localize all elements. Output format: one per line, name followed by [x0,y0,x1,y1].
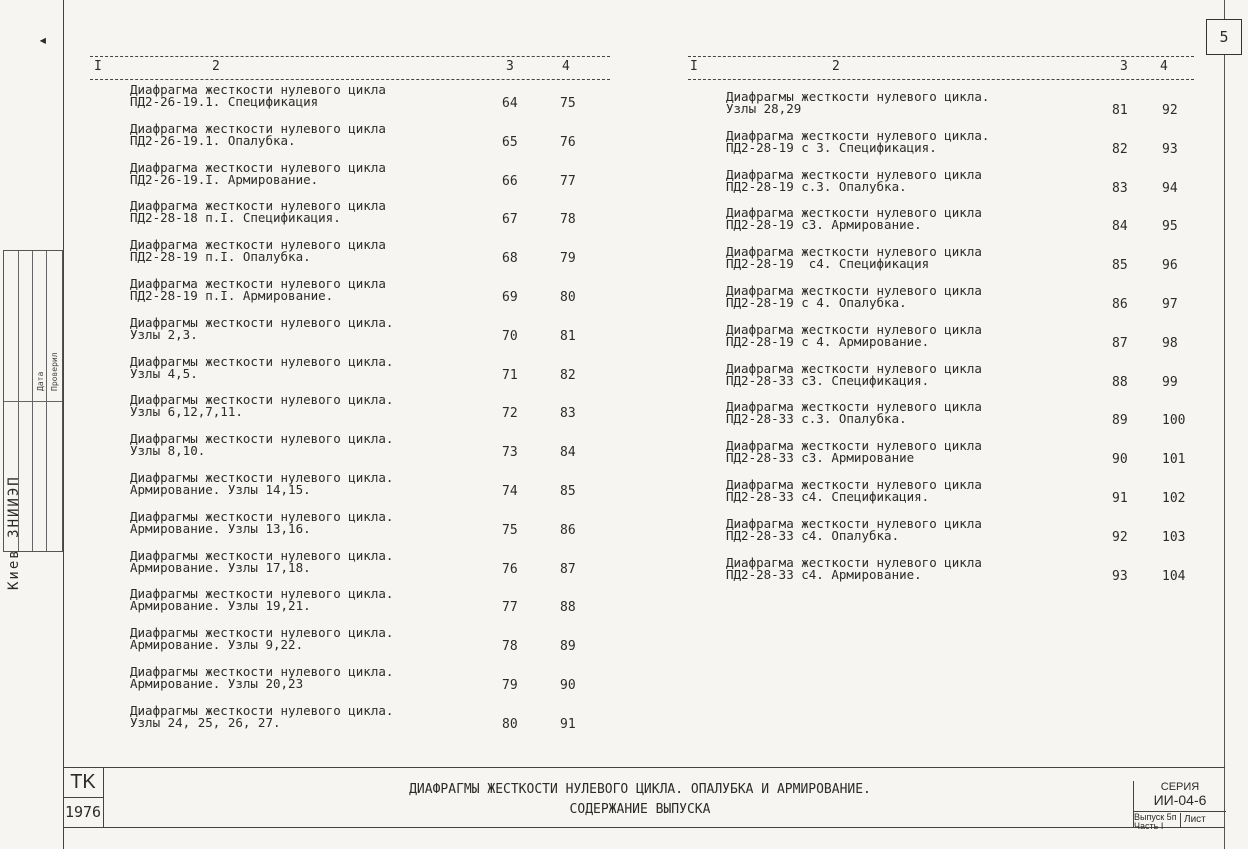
row-number-col3: 89 [1112,413,1128,429]
row-description: Диафрагмы жесткости нулевого цикла. Армирование. Узлы 13,16. [130,508,394,536]
row-number-col4: 97 [1162,297,1178,312]
row-number-col4: 98 [1162,335,1178,351]
contents-row [726,321,1202,360]
contents-row [726,440,1202,476]
row-description: Диафрагмы жесткости нулевого цикла. Узлы 2,3. [130,314,394,342]
header-col-1: I [94,59,102,74]
row-description: Диафрагма жесткости нулевого цикла ПД2-26-19.I. Армирование. [130,159,386,187]
binding-mark-icon: ◂ [38,30,48,49]
contents-row [130,159,600,198]
stamp-city-org: Киев ЗНИИЭП [6,475,22,590]
row-number-col3: 91 [1112,491,1128,506]
row-description: Диафрагма жесткости нулевого цикла ПД2-28-19 с3. Армирование. [726,205,982,233]
year: 1976 [64,803,102,821]
frame-bottom-border [63,827,1225,828]
contents-row [726,479,1202,515]
row-description: Диафрагмы жесткости нулевого цикла. Армирование. Узлы 17,18. [130,547,394,575]
header-col-2: 2 [212,59,220,74]
row-description: Диафрагмы жесткости нулевого цикла. Узлы 8,10. [130,431,394,459]
row-description: Диафрагма жесткости нулевого цикла ПД2-28-19 с4. Спецификация [726,244,982,272]
row-number-col4: 102 [1162,491,1186,506]
row-description: Диафрагма жесткости нулевого цикла ПД2-28-18 п.I. Спецификация. [130,198,386,226]
row-number-col3: 71 [502,367,518,383]
stamp-date-label: Дата [36,371,45,391]
contents-row [726,554,1202,593]
contents-row [726,285,1202,321]
header-col-4: 4 [562,59,570,74]
row-number-col4: 93 [1162,141,1178,157]
row-description: Диафрагма жесткости нулевого цикла ПД2-28-33 с.3. Опалубка. [726,399,982,427]
contents-row [130,588,600,624]
frame-left-border [63,0,64,849]
sheet-number: 5 [1206,19,1242,55]
row-number-col4: 94 [1162,180,1178,196]
row-description: Диафрагма жесткости нулевого цикла ПД2-28-33 с4. Спецификация. [726,477,982,504]
org-stamp [63,767,104,827]
row-number-col4: 100 [1162,413,1186,429]
row-number-col3: 70 [502,328,518,344]
row-number-col4: 104 [1162,568,1186,584]
contents-row [130,120,600,159]
contents-row [726,166,1202,205]
row-description: Диафрагма жесткости нулевого цикла ПД2-28-19 с 4. Армирование. [726,321,982,349]
row-description: Диафрагма жесткости нулевого цикла. ПД2-28-19 с 3. Спецификация. [726,127,990,155]
title-line-1: ДИАФРАГМЫ ЖЕСТКОСТИ НУЛЕВОГО ЦИКЛА. ОПАЛУБКА И АРМИРОВАНИЕ. [409,782,871,797]
row-description: Диафрагмы жесткости нулевого цикла. Узлы 24, 25, 26, 27. [130,702,394,730]
contents-row [726,91,1202,127]
row-description: Диафрагмы жесткости нулевого цикла. Армирование. Узлы 9,22. [130,625,394,653]
row-description: Диафрагма жесткости нулевого цикла ПД2-26-19.1. Спецификация [130,82,386,109]
header-col-4-right: 4 [1160,59,1168,74]
row-number-col3: 82 [1112,141,1128,157]
row-description: Диафрагма жесткости нулевого цикла ПД2-28-33 с4. Опалубка. [726,515,982,543]
row-number-col3: 92 [1112,529,1128,545]
row-number-col3: 86 [1112,297,1128,312]
contents-row [130,353,600,392]
row-number-col3: 85 [1112,258,1128,274]
row-number-col3: 84 [1112,219,1128,235]
row-number-col4: 89 [560,639,576,655]
row-number-col3: 88 [1112,374,1128,390]
right-column-header [688,56,1194,80]
sheet-label: Лист [1184,814,1206,825]
header-col-3-right: 3 [1120,59,1128,74]
row-number-col4: 80 [560,290,576,305]
row-number-col4: 79 [560,251,576,267]
contents-row [726,207,1202,243]
title-block-top-border [63,767,1225,768]
contents-row [726,246,1202,282]
contents-row [130,627,600,663]
contents-row [130,314,600,353]
contents-row [130,472,600,508]
contents-row [130,84,600,120]
row-description: Диафрагма жесткости нулевого цикла ПД2-28-19 п.I. Армирование. [130,276,386,303]
contents-row [130,666,600,702]
row-number-col3: 67 [502,212,518,228]
row-number-col4: 99 [1162,374,1178,390]
contents-row [130,394,600,430]
contents-row [726,127,1202,166]
contents-row [130,702,600,741]
frame-right-border [1224,0,1225,849]
row-number-col3: 76 [502,561,518,577]
series-label: СЕРИЯ [1160,781,1200,793]
row-number-col4: 103 [1162,529,1186,545]
contents-row [130,200,600,236]
contents-row [726,360,1202,399]
row-description: Диафрагма жесткости нулевого цикла ПД2-26-19.1. Опалубка. [130,120,386,148]
header-col-2-right: 2 [832,59,840,74]
stamp-check-label: Проверил [50,352,59,391]
series-value: ИИ-04-6 [1134,792,1226,812]
row-description: Диафрагма жесткости нулевого цикла ПД2-28-19 с 4. Опалубка. [726,283,982,310]
row-number-col4: 88 [560,600,576,616]
row-number-col3: 83 [1112,180,1128,196]
row-number-col3: 69 [502,290,518,305]
row-description: Диафрагма жесткости нулевого цикла ПД2-28-33 с3. Спецификация. [726,360,982,388]
header-col-1-right: I [690,59,698,74]
row-number-col3: 72 [502,406,518,422]
row-description: Диафрагмы жесткости нулевого цикла. Армирование. Узлы 19,21. [130,586,394,614]
contents-row [130,433,600,469]
row-number-col3: 93 [1112,568,1128,584]
left-column-header [90,56,610,80]
row-number-col3: 66 [502,173,518,189]
row-number-col4: 84 [560,445,576,461]
row-number-col4: 75 [560,96,576,111]
row-number-col4: 96 [1162,258,1178,274]
row-number-col3: 64 [502,96,518,111]
row-number-col3: 90 [1112,452,1128,468]
row-number-col4: 86 [560,522,576,538]
row-number-col4: 91 [560,716,576,732]
row-number-col3: 79 [502,678,518,693]
contents-row [130,508,600,547]
contents-row [130,239,600,275]
row-number-col3: 75 [502,522,518,538]
series-block [1133,781,1226,831]
contents-row [130,278,600,314]
row-number-col4: 85 [560,484,576,499]
row-number-col3: 73 [502,445,518,461]
document-title [300,780,980,820]
row-number-col3: 77 [502,600,518,616]
row-description: Диафрагмы жесткости нулевого цикла. Армирование. Узлы 14,15. [130,470,394,497]
row-number-col4: 87 [560,561,576,577]
contents-row [726,515,1202,554]
row-number-col3: 81 [1112,103,1128,118]
row-number-col4: 101 [1162,452,1186,468]
row-description: Диафрагмы жесткости нулевого цикла. Узлы 4,5. [130,353,394,381]
row-number-col3: 80 [502,716,518,732]
contents-row [726,401,1202,437]
row-description: Диафрагма жесткости нулевого цикла ПД2-28-19 с.3. Опалубка. [726,166,982,194]
row-number-col4: 77 [560,173,576,189]
title-line-2: СОДЕРЖАНИЕ ВЫПУСКА [569,802,711,817]
row-number-col4: 83 [560,406,576,422]
row-description: Диафрагма жесткости нулевого цикла ПД2-28-33 с4. Армирование. [726,554,982,582]
row-number-col3: 68 [502,251,518,267]
org-mark: TK [63,767,103,798]
row-number-col4: 78 [560,212,576,228]
row-description: Диафрагмы жесткости нулевого цикла. Узлы 28,29 [726,89,990,116]
row-description: Диафрагмы жесткости нулевого цикла. Узлы 6,12,7,11. [130,392,394,420]
row-number-col3: 65 [502,134,518,150]
contents-row [130,547,600,586]
row-number-col3: 74 [502,484,518,499]
row-number-col4: 90 [560,678,576,693]
row-number-col3: 78 [502,639,518,655]
row-number-col4: 81 [560,328,576,344]
row-description: Диафрагма жесткости нулевого цикла ПД2-28-33 с3. Армирование [726,438,982,466]
row-number-col3: 87 [1112,335,1128,351]
row-number-col4: 82 [560,367,576,383]
header-col-3: 3 [506,59,514,74]
row-description: Диафрагма жесткости нулевого цикла ПД2-28-19 п.I. Опалубка. [130,237,386,265]
row-description: Диафрагмы жесткости нулевого цикла. Армирование. Узлы 20,23 [130,664,394,691]
issue-label: Выпуск 5п Часть I [1134,813,1181,827]
row-number-col4: 76 [560,134,576,150]
row-number-col4: 95 [1162,219,1178,235]
row-number-col4: 92 [1162,103,1178,118]
